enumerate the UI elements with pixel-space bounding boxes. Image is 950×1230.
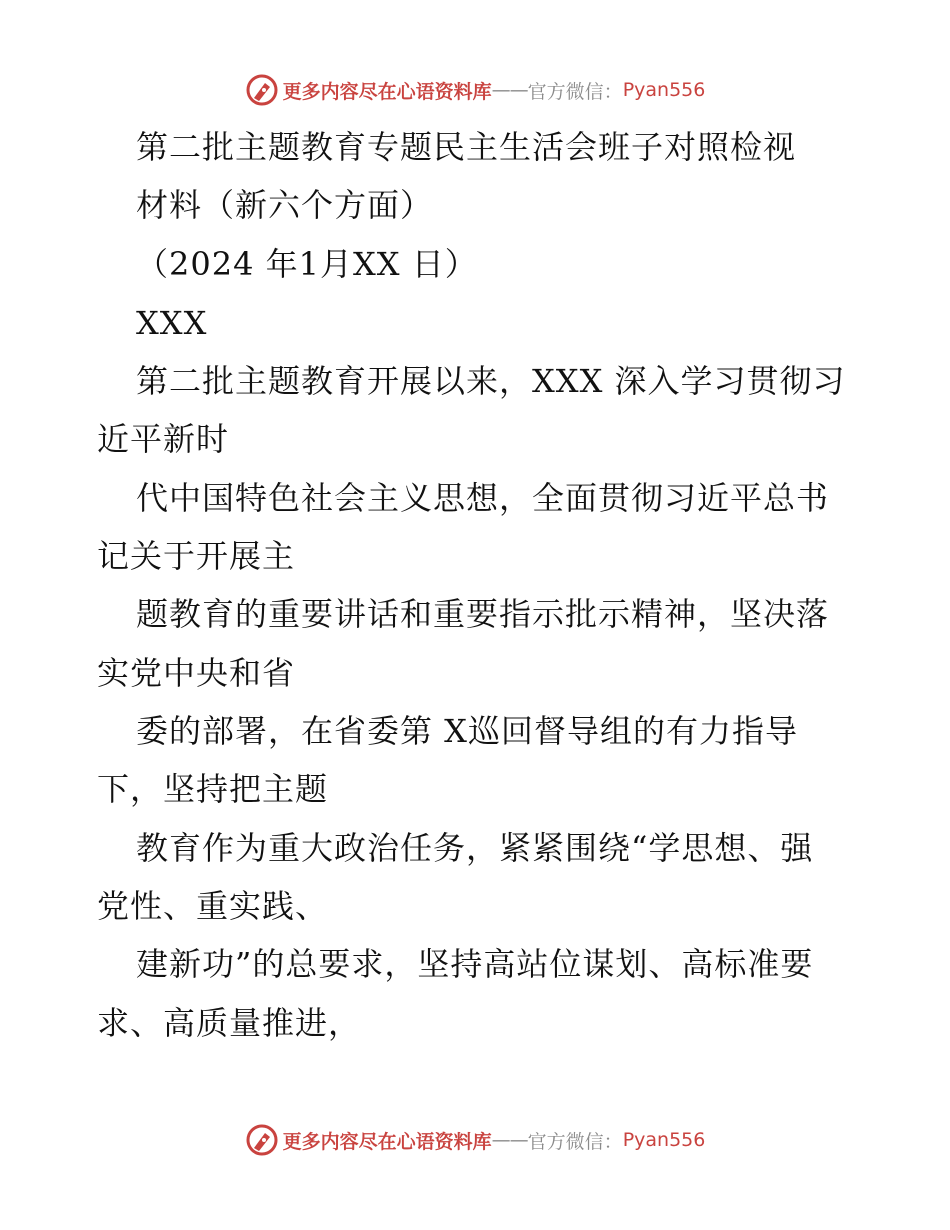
footer-watermark-banner bbox=[0, 1120, 950, 1160]
doc-title-line-2: 材料（新六个方面） bbox=[136, 186, 434, 224]
banner-wechat-id: Pyan556 bbox=[622, 79, 706, 101]
doc-paragraph-line: 建新功”的总要求，坚持高站位谋划、高标准要 bbox=[136, 945, 814, 983]
doc-paragraph-line: 教育作为重大政治任务，紧紧围绕“学思想、强 bbox=[136, 829, 814, 867]
header-watermark-banner bbox=[0, 70, 950, 110]
doc-paragraph-line: 党性、重实践、 bbox=[97, 887, 329, 925]
doc-paragraph-line: 题教育的重要讲话和重要指示批示精神，坚决落 bbox=[136, 595, 830, 633]
banner-main-text: 更多内容尽在心语资料库 bbox=[282, 1130, 492, 1153]
doc-date: （2024 年1月XX 日） bbox=[136, 245, 478, 283]
banner-dash: —— bbox=[491, 1129, 528, 1151]
doc-paragraph-line: 实党中央和省 bbox=[97, 654, 296, 692]
banner-wechat-label: 官方微信： bbox=[527, 1130, 623, 1153]
banner-wechat-id: Pyan556 bbox=[622, 1129, 706, 1151]
doc-author: XXX bbox=[136, 304, 208, 342]
doc-paragraph-line: 代中国特色社会主义思想，全面贯彻习近平总书 bbox=[136, 479, 830, 517]
doc-paragraph-line: 第二批主题教育开展以来，XXX 深入学习贯彻习 bbox=[136, 362, 846, 400]
doc-title-line-1: 第二批主题教育专题民主生活会班子对照检视 bbox=[136, 128, 797, 166]
pen-nib-circle-icon bbox=[245, 73, 279, 107]
banner-main-text: 更多内容尽在心语资料库 bbox=[282, 80, 492, 103]
doc-paragraph-line: 近平新时 bbox=[97, 420, 230, 458]
pen-nib-circle-icon bbox=[245, 1123, 279, 1157]
doc-paragraph-line: 下，坚持把主题 bbox=[97, 770, 329, 808]
banner-wechat-label: 官方微信： bbox=[527, 80, 623, 103]
doc-paragraph-line: 求、高质量推进， bbox=[97, 1004, 362, 1042]
banner-dash: —— bbox=[491, 79, 528, 101]
doc-paragraph-line: 记关于开展主 bbox=[97, 537, 296, 575]
doc-paragraph-line: 委的部署，在省委第 X巡回督导组的有力指导 bbox=[136, 712, 798, 750]
